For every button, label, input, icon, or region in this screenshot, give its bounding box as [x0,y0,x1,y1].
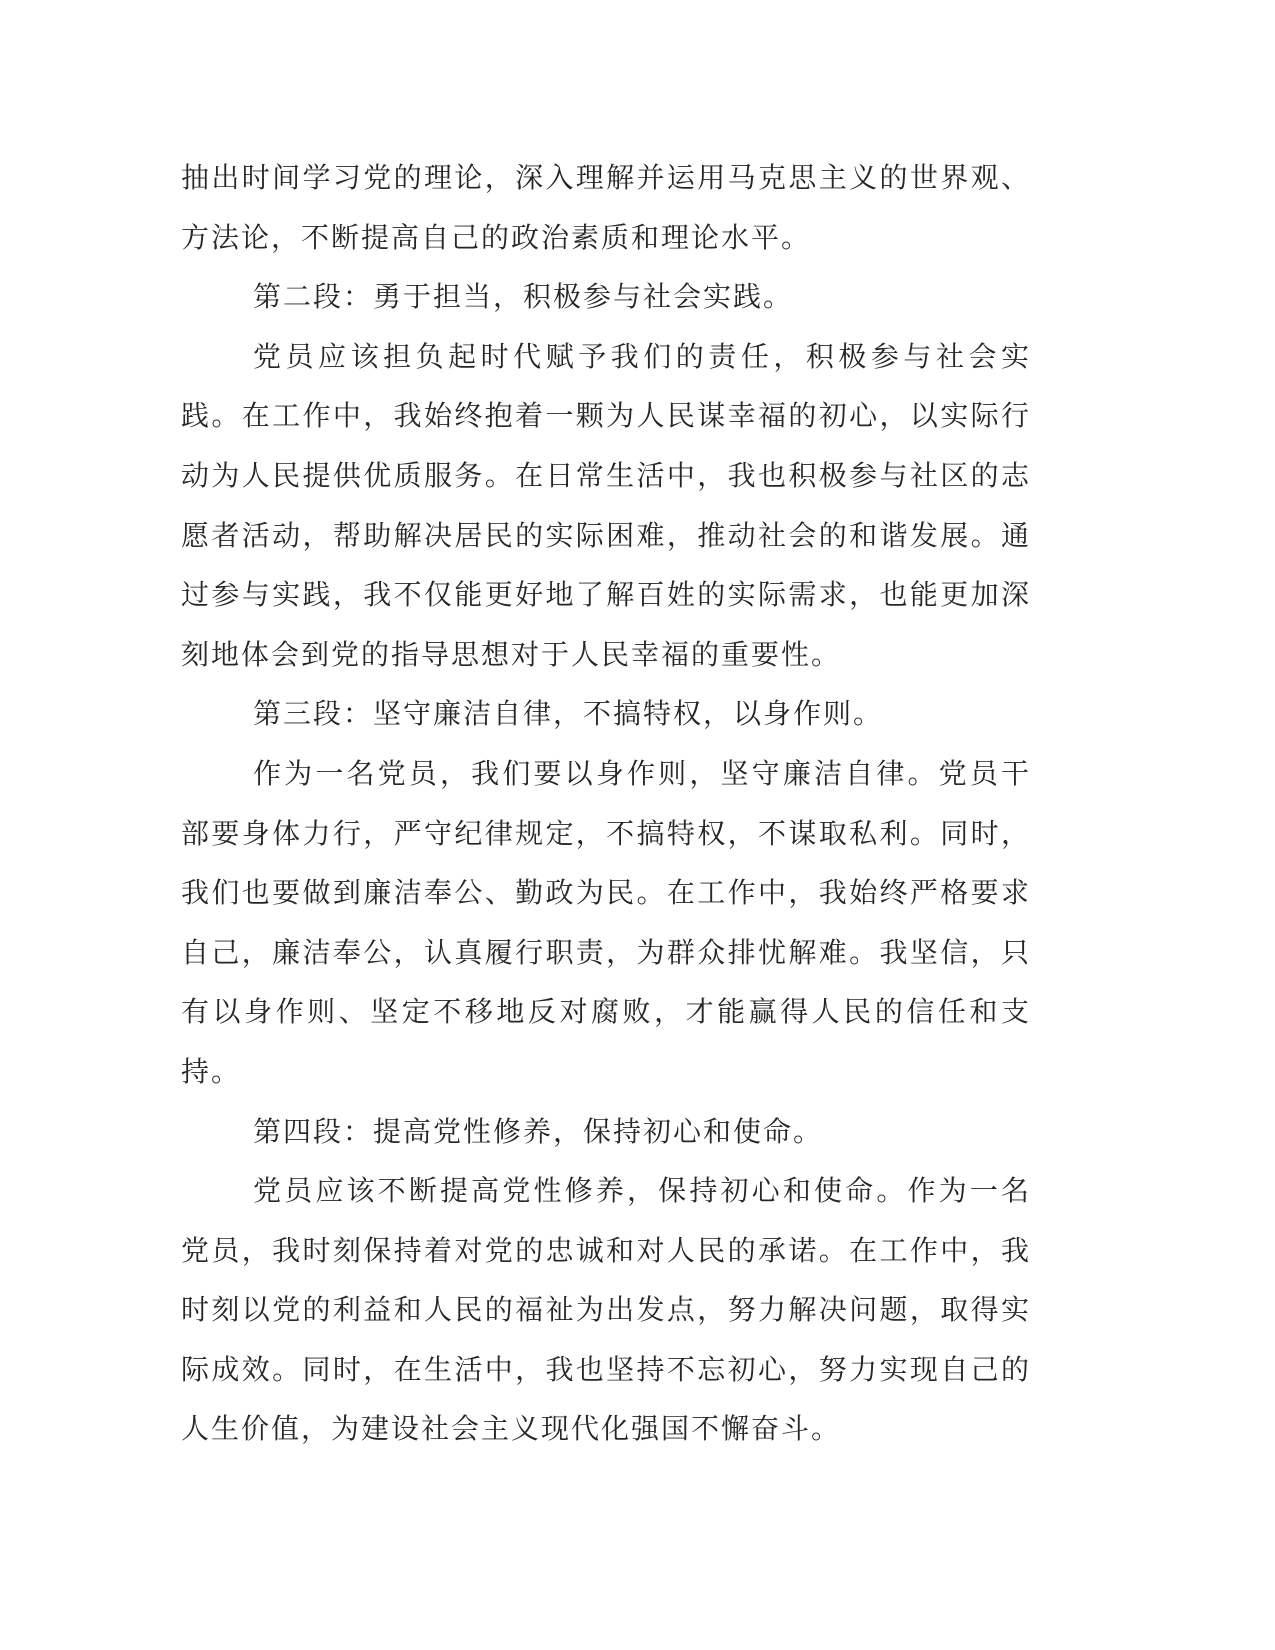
paragraph-continuation: 抽出时间学习党的理论，深入理解并运用马克思主义的世界观、方法论，不断提高自己的政治素质和理论水平。 [181,161,1031,254]
document-body [181,148,1031,1459]
section-heading-2: 第二段：勇于担当，积极参与社会实践。 [253,280,794,314]
paragraph-section-3: 作为一名党员，我们要以身作则，坚守廉洁自律。党员干部要身体力行，严守纪律规定，不搞特权，不谋取私利。同时，我们也要做到廉洁奉公、勤政为民。在工作中，我始终严格要求自己，廉洁奉公，认真履行职责，为群众排忧解难。我坚信，只有以身作则、坚定不移地反对腐败，才能赢得人民的信任和支持。 [181,756,1031,1088]
paragraph-section-2: 党员应该担负起时代赋予我们的责任，积极参与社会实践。在工作中，我始终抱着一颗为人民谋幸福的初心，以实际行动为人民提供优质服务。在日常生活中，我也积极参与社区的志愿者活动，帮助解决居民的实际困难，推动社会的和谐发展。通过参与实践，我不仅能更好地了解百姓的实际需求，也能更加深刻地体会到党的指导思想对于人民幸福的重要性。 [181,339,1031,671]
section-heading-3: 第三段：坚守廉洁自律，不搞特权，以身作则。 [253,697,884,731]
paragraph-section-4: 党员应该不断提高党性修养，保持初心和使命。作为一名党员，我时刻保持着对党的忠诚和对人民的承诺。在工作中，我时刻以党的利益和人民的福祉为出发点，努力解决问题，取得实际成效。同时，在生活中，我也坚持不忘初心，努力实现自己的人生价值，为建设社会主义现代化强国不懈奋斗。 [181,1174,1031,1446]
section-heading-4: 第四段：提高党性修养，保持初心和使命。 [253,1114,824,1148]
